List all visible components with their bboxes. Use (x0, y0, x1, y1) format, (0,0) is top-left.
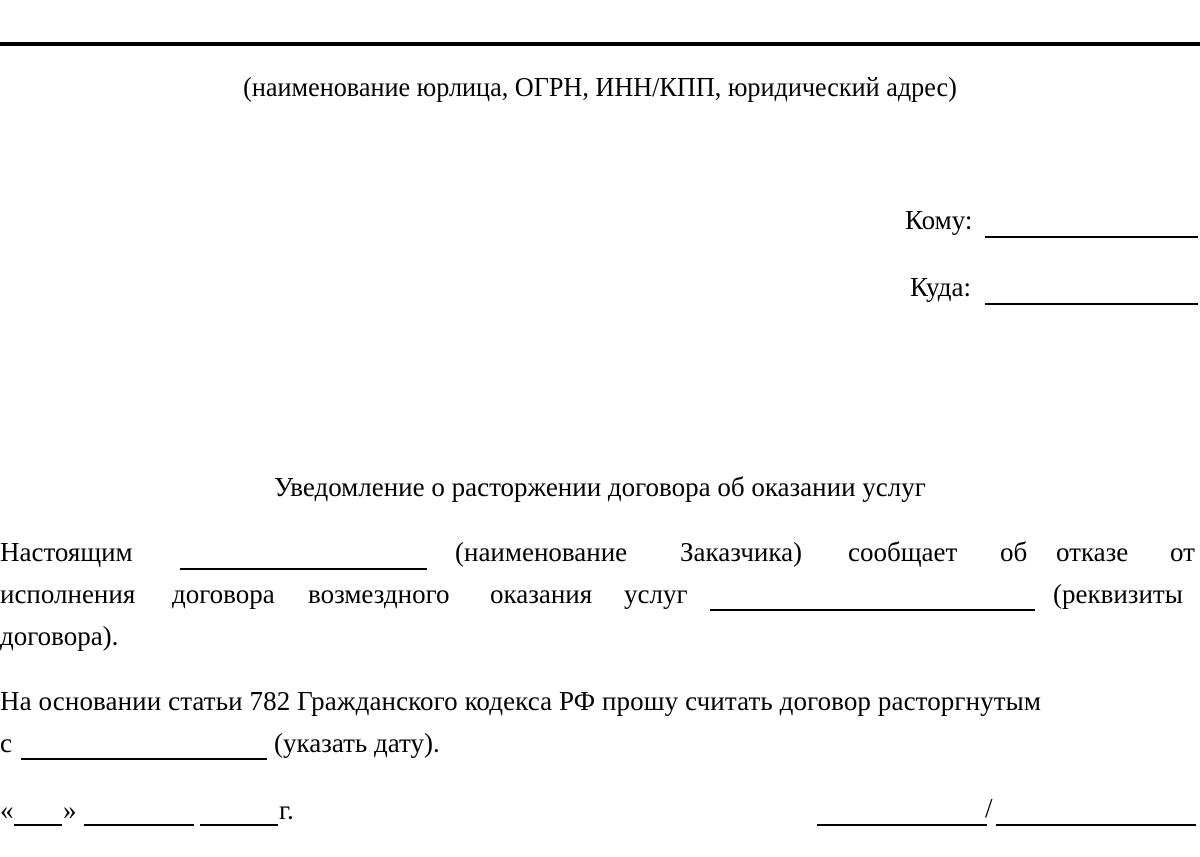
p1-word: (реквизиты (1053, 579, 1183, 609)
quote-open: « (0, 795, 14, 825)
signature-separator: / (985, 793, 993, 823)
quote-close: » (63, 795, 77, 825)
p1-word: отказе (1056, 537, 1129, 567)
p1-word: от (1170, 537, 1195, 567)
where-field[interactable] (985, 303, 1198, 305)
p1-word: оказания (490, 579, 593, 609)
p1-word: (наименование (455, 537, 628, 567)
p1-line3: договора). (0, 621, 119, 651)
p2-prefix: с (0, 728, 12, 758)
year-field[interactable] (200, 824, 278, 826)
where-label: Куда: (910, 272, 972, 302)
signature-field[interactable] (817, 824, 987, 826)
header-rule (0, 42, 1200, 46)
contract-details-field[interactable] (710, 609, 1035, 611)
p1-word: об (1000, 537, 1028, 567)
p1-word: Заказчика) (680, 537, 803, 567)
entity-caption: (наименование юрлица, ОГРН, ИНН/КПП, юридический адрес) (243, 72, 957, 102)
p2-line1: На основании статьи 782 Гражданского кодекса РФ прошу считать договор расторгнутым (0, 686, 1042, 716)
p1-word: Настоящим (0, 537, 133, 567)
termination-date-field[interactable] (21, 758, 267, 760)
p1-word: договора (172, 579, 275, 609)
document-title: Уведомление о расторжении договора об оказании услуг (274, 472, 926, 502)
p1-word: возмездного (308, 579, 450, 609)
month-field[interactable] (84, 824, 194, 826)
to-field[interactable] (985, 236, 1198, 238)
p2-suffix: (указать дату). (274, 728, 440, 758)
year-suffix: г. (279, 795, 294, 825)
signer-name-field[interactable] (996, 824, 1196, 826)
p1-word: сообщает (848, 537, 958, 567)
customer-name-field[interactable] (180, 568, 427, 570)
p1-word: услуг (624, 579, 688, 609)
day-field[interactable] (14, 824, 62, 826)
p1-word: исполнения (0, 579, 136, 609)
to-label: Кому: (905, 205, 973, 235)
